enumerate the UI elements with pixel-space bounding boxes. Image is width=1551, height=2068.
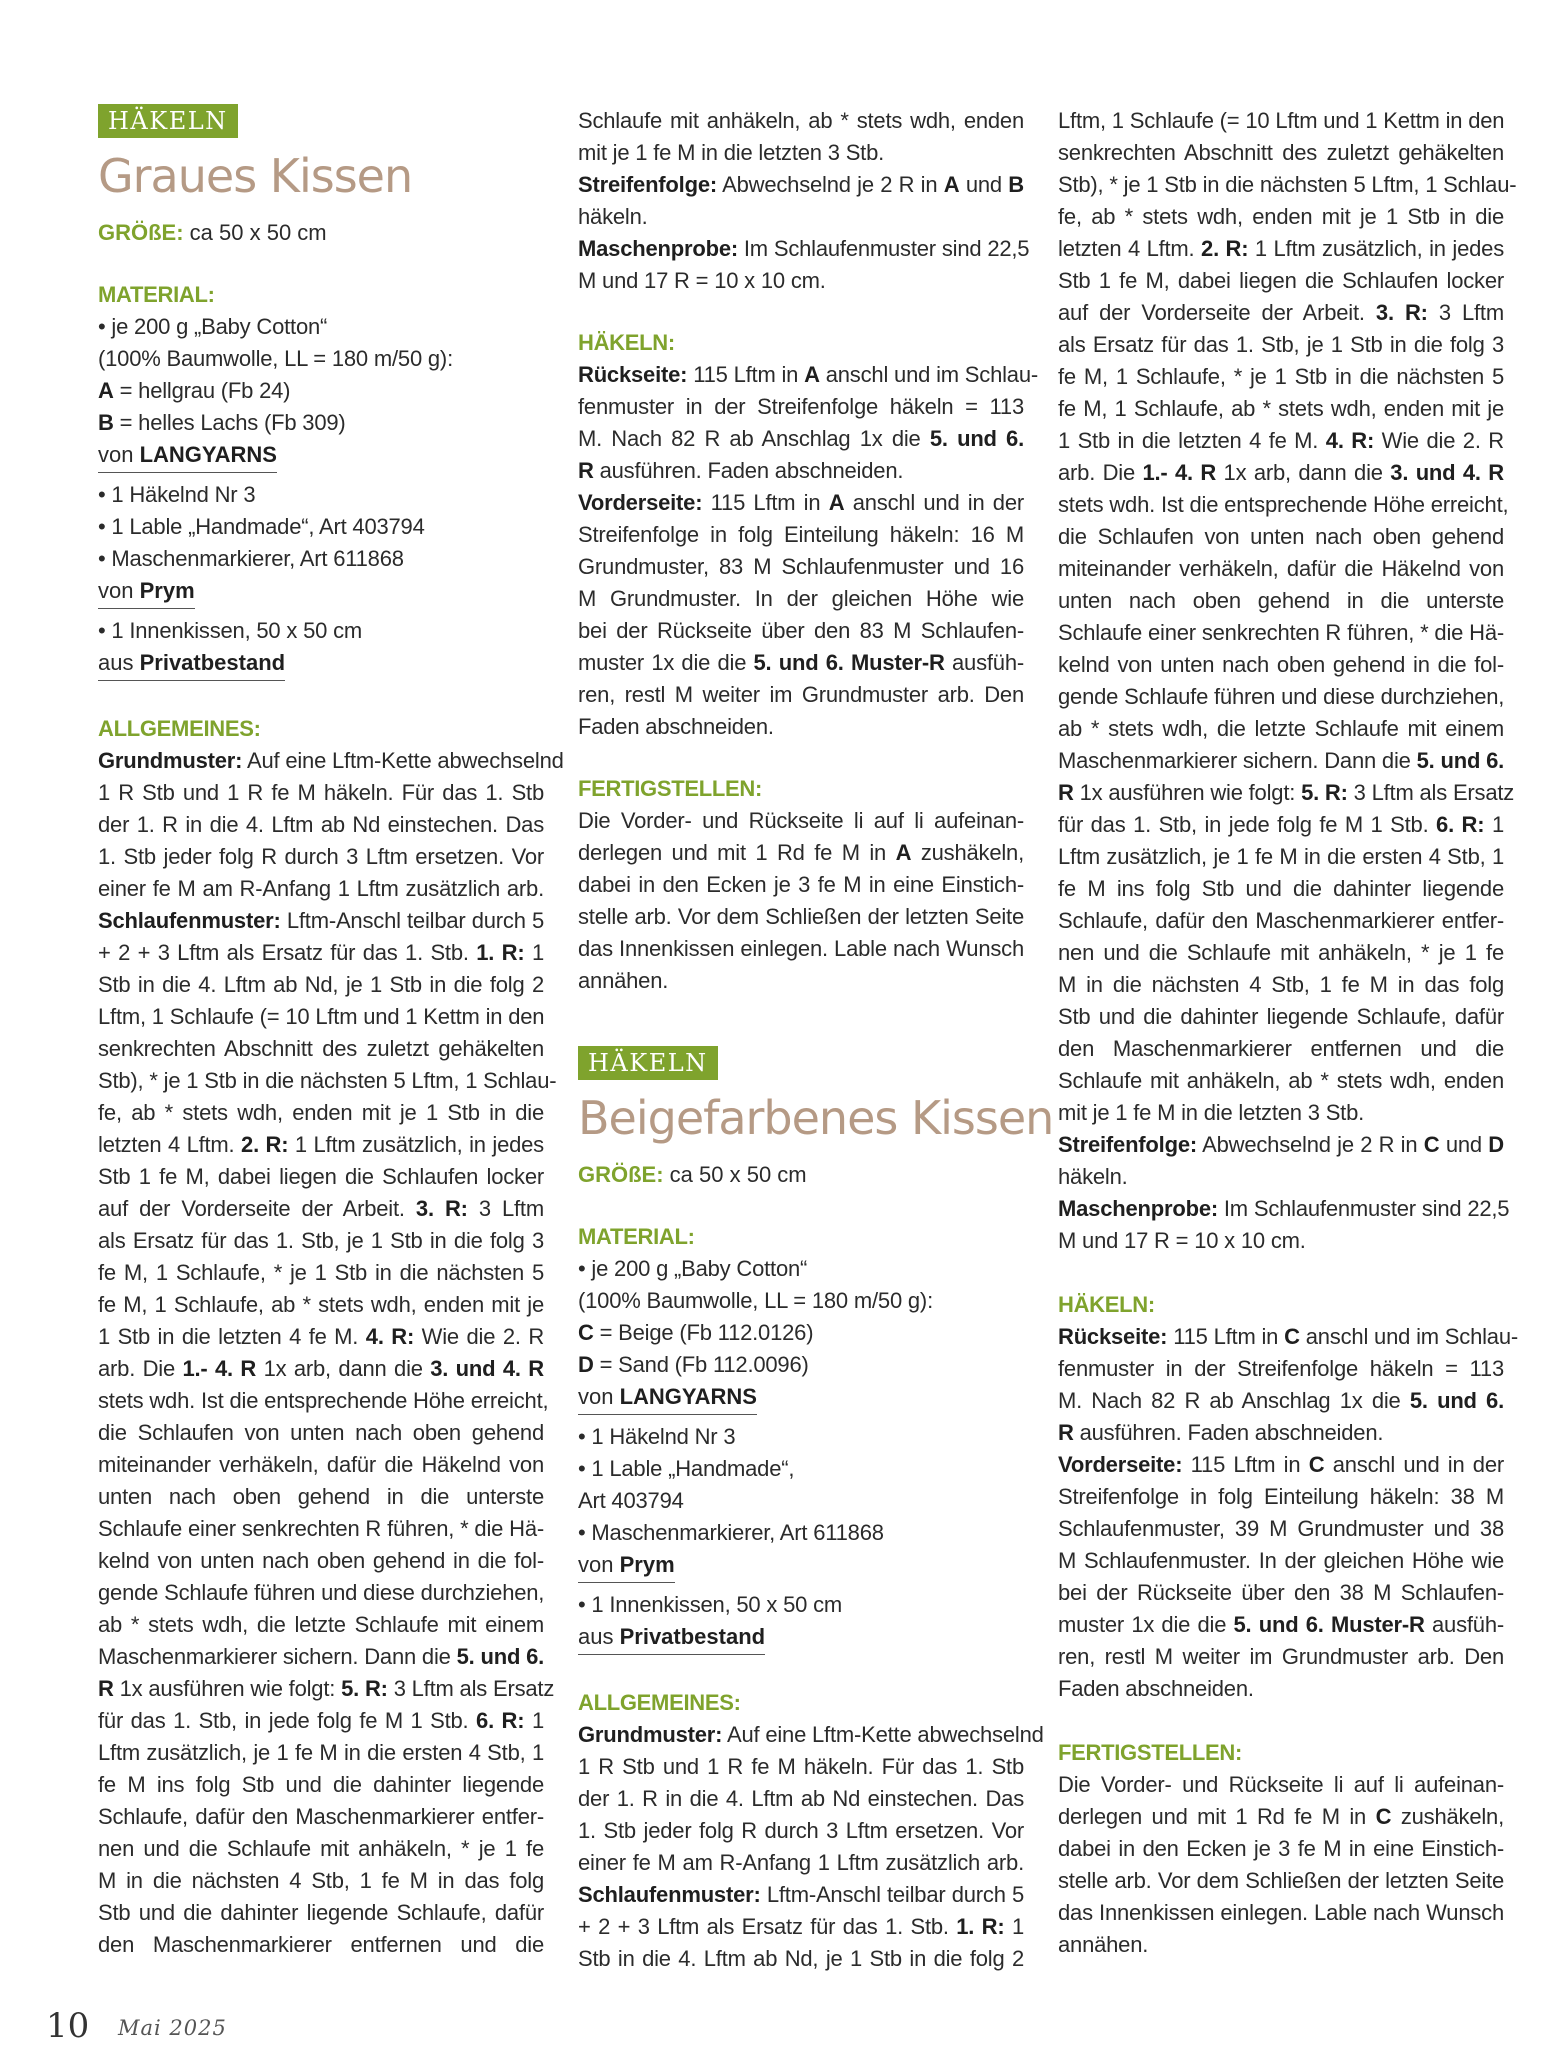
size-label: GRÖßE: [578, 1162, 664, 1187]
text-span: 1 Stb in die letzten 4 fe M. [98, 1324, 359, 1349]
row-label: 3. und 4. R [1390, 460, 1504, 485]
color-key: C [1284, 1324, 1300, 1349]
text-span: Maschenmarkierer sichern. Dann die [1058, 748, 1417, 773]
size-value: ca 50 x 50 cm [663, 1162, 807, 1187]
color-b [98, 408, 544, 438]
text-line [1058, 778, 1515, 808]
text-line: fe M, 1 Schlaufe, ab * stets wdh, enden mit je [98, 1292, 544, 1317]
row-label: 2. R: [1201, 236, 1249, 261]
text-line: unten nach oben gehend in die unterste [98, 1484, 544, 1509]
text-line: ab * stets wdh, die letzte Schlaufe mit einem [1058, 716, 1504, 741]
size-value: ca 50 x 50 cm [183, 220, 327, 245]
row-label: 3. R: [415, 1196, 468, 1221]
text-line: Lftm zusätzlich, je 1 fe M in die ersten 4 Stb, 1 [1058, 844, 1504, 869]
color-desc: = hellgrau (Fb 24) [113, 378, 291, 403]
supplier-brand: Privatbestand [619, 1624, 766, 1649]
text-line: einer fe M am R-Anfang 1 Lftm zusätzlich arb. [98, 876, 544, 901]
text-line: Die Vorder- und Rückseite li auf li aufeinan- [1058, 1772, 1504, 1797]
text-line: fenmuster in der Streifenfolge häkeln = 113 [1058, 1356, 1504, 1381]
pattern-label: Vorderseite: [1058, 1452, 1183, 1477]
text-span: und [959, 172, 1009, 197]
text-line [578, 838, 1024, 868]
text-line [1058, 1802, 1504, 1832]
text-span: 1 Stb in die letzten 4 fe M. [1058, 428, 1326, 453]
supplier-line [98, 648, 285, 681]
text-line [1058, 746, 1504, 776]
text-span: 115 Lftm in [1167, 1324, 1285, 1349]
pattern-label: Schlaufenmuster: [578, 1882, 761, 1907]
text-span: Lftm-Anschl teilbar durch 5 [286, 908, 544, 933]
text-span: muster 1x die die [1058, 1612, 1234, 1637]
text-line: Stb 1 fe M, dabei liegen die Schlaufen locker [98, 1164, 544, 1189]
text-line: M und 17 R = 10 x 10 cm. [1058, 1228, 1306, 1253]
article-title: Graues Kissen [98, 149, 413, 203]
text-line: stets wdh. Ist die entsprechende Höhe erreicht, [1058, 492, 1509, 517]
text-span: Auf eine Lftm-Kette abwechselnd [722, 1722, 1044, 1747]
text-line [98, 1130, 544, 1160]
color-a [98, 376, 544, 406]
row-label: 5. und 6. [1409, 1388, 1505, 1413]
text-line: ren, restl M weiter im Grundmuster arb. Den [1058, 1644, 1504, 1669]
text-line [98, 938, 544, 968]
text-line: gende Schlaufe führen und diese durchziehen, [1058, 684, 1505, 709]
text-line: Stb und die dahinter liegende Schlaufe, dafür [98, 1900, 544, 1925]
text-span: anschl und in der [1324, 1452, 1504, 1477]
text-line: Streifenfolge in folg Einteilung häkeln: 38 M [1058, 1484, 1504, 1509]
row-label: 6. R: [476, 1708, 525, 1733]
text-span: + 2 + 3 Lftm als Ersatz für das 1. Stb. [578, 1914, 957, 1939]
text-line: annähen. [1058, 1932, 1149, 1957]
section-tag: HÄKELN [98, 104, 238, 138]
text-line [98, 1642, 544, 1672]
text-line [578, 1912, 1024, 1942]
finish-heading: FERTIGSTELLEN: [1058, 1740, 1243, 1765]
text-line: fenmuster in der Streifenfolge häkeln = 113 [578, 394, 1024, 419]
text-line: Schlaufe mit anhäkeln, ab * stets wdh, enden [578, 108, 1024, 133]
color-key: A [98, 378, 114, 403]
text-line: gende Schlaufe führen und diese durchziehen, [98, 1580, 545, 1605]
text-line: häkeln. [578, 204, 648, 229]
text-span: 1 [1484, 812, 1504, 837]
text-line: nen und die Schlaufe mit anhäkeln, * je 1 fe [1058, 940, 1504, 965]
text-span: arb. Die [98, 1356, 175, 1381]
text-span: 1 Lftm zusätzlich, in jedes [1248, 236, 1504, 261]
text-line: kelnd von unten nach oben gehend in die fol- [1058, 652, 1504, 677]
row-label: 1.- 4. R [182, 1356, 257, 1381]
text-span: 1x ausführen wie folgt: [1073, 780, 1302, 805]
color-c [578, 1318, 1024, 1348]
text-span: letzten 4 Lftm. [1058, 236, 1202, 261]
text-line: bei der Rückseite über den 83 M Schlaufen- [578, 618, 1024, 643]
color-key: A [828, 490, 845, 515]
color-key: D [578, 1352, 594, 1377]
text-line: fe M ins folg Stb und die dahinter liegende [1058, 876, 1504, 901]
text-line: Stb 1 fe M, dabei liegen die Schlaufen locker [1058, 268, 1504, 293]
row-label: R [578, 458, 594, 483]
color-key: C [1423, 1132, 1440, 1157]
text-line: bei der Rückseite über den 38 M Schlaufen- [1058, 1580, 1504, 1605]
text-line: Stb), * je 1 Stb in die nächsten 5 Lftm, 1 Schlau- [98, 1068, 557, 1093]
text-line: der 1. R in die 4. Lftm ab Nd einstechen. Das [98, 812, 544, 837]
text-line: Schlaufenmuster, 39 M Grundmuster und 38 [1058, 1516, 1504, 1541]
text-line [98, 746, 564, 776]
text-line: das Innenkissen einlegen. Lable nach Wunsch [1058, 1900, 1504, 1925]
supplier-brand: Prym [139, 578, 195, 603]
text-line: mit je 1 fe M in die letzten 3 Stb. [578, 140, 885, 165]
text-span: anschl und in der [844, 490, 1024, 515]
row-label: 1. R: [956, 1914, 1005, 1939]
text-span: 1 Lftm zusätzlich, in jedes [294, 1132, 544, 1157]
color-key: C [578, 1320, 594, 1345]
pattern-label: Grundmuster: [98, 748, 243, 773]
text-line: einer fe M am R-Anfang 1 Lftm zusätzlich arb. [578, 1850, 1024, 1875]
text-line [1058, 458, 1504, 488]
material-item: • je 200 g „Baby Cotton“ [578, 1256, 808, 1281]
text-line: das Innenkissen einlegen. Lable nach Wunsch [578, 936, 1024, 961]
text-line: die Schlaufen von unten nach oben gehend [1058, 524, 1504, 549]
accessory-item: • 1 Lable „Handmade“, [578, 1456, 795, 1481]
text-line [578, 170, 1024, 200]
color-key: D [1488, 1132, 1504, 1157]
pattern-label: Maschenprobe: [1058, 1196, 1218, 1221]
accessory-item: • Maschenmarkierer, Art 611868 [98, 546, 404, 571]
text-line: den Maschenmarkierer entfernen und die [1058, 1036, 1504, 1061]
row-label: 5. und 6. [1416, 748, 1505, 773]
supplier-line [578, 1382, 757, 1415]
text-span: ausführen. Faden abschneiden. [1073, 1420, 1384, 1445]
pattern-label: Streifenfolge: [578, 172, 717, 197]
supplier-prefix: von [98, 578, 140, 603]
text-line: dabei in den Ecken je 3 fe M in eine Einstich- [578, 872, 1024, 897]
color-d [578, 1350, 1024, 1380]
text-span: 3 Lftm [478, 1196, 544, 1221]
text-line [578, 1880, 1024, 1910]
material-heading: MATERIAL: [578, 1224, 695, 1249]
color-desc: = helles Lachs (Fb 309) [113, 410, 346, 435]
color-key: C [1308, 1452, 1325, 1477]
material-detail: (100% Baumwolle, LL = 180 m/50 g): [98, 346, 453, 371]
text-line: Stb in die 4. Lftm ab Nd, je 1 Stb in die folg 2 [578, 1946, 1024, 1971]
material-detail: (100% Baumwolle, LL = 180 m/50 g): [578, 1288, 933, 1313]
text-span: + 2 + 3 Lftm als Ersatz für das 1. Stb. [98, 940, 469, 965]
text-span: und [1439, 1132, 1489, 1157]
text-line [1058, 1130, 1504, 1160]
pattern-label: Vorderseite: [578, 490, 703, 515]
text-line: Schlaufe einer senkrechten R führen, * die Hä- [98, 1516, 544, 1541]
text-line: als Ersatz für das 1. Stb, je 1 Stb in die folg 3 [1058, 332, 1504, 357]
material-heading: MATERIAL: [98, 282, 215, 307]
text-line: der 1. R in die 4. Lftm ab Nd einstechen. Das [578, 1786, 1024, 1811]
text-line [578, 648, 1024, 678]
text-span: für das 1. Stb, in jede folg fe M 1 Stb. [1058, 812, 1437, 837]
size-line [578, 1160, 1024, 1190]
text-span: 115 Lftm in [702, 490, 829, 515]
text-line: senkrechten Abschnitt des zuletzt gehäkelten [98, 1036, 544, 1061]
supplier-prefix: von [578, 1552, 620, 1577]
text-line: fe, ab * stets wdh, enden mit je 1 Stb in die [1058, 204, 1504, 229]
text-line: dabei in den Ecken je 3 fe M in eine Einstich- [1058, 1836, 1504, 1861]
text-line: M Schlaufenmuster. In der gleichen Höhe wie [1058, 1548, 1504, 1573]
text-span: anschl und im Schlau- [1299, 1324, 1518, 1349]
color-key: A [943, 172, 960, 197]
text-line: 1. Stb jeder folg R durch 3 Lftm ersetzen. Vor [98, 844, 544, 869]
supplier-line [578, 1622, 765, 1655]
text-line: stelle arb. Vor dem Schließen der letzten Seite [578, 904, 1024, 929]
text-line [1058, 1322, 1518, 1352]
text-span: auf der Vorderseite der Arbeit. [1058, 300, 1376, 325]
pattern-label: Rückseite: [578, 362, 688, 387]
text-span: derlegen und mit 1 Rd fe M in [1058, 1804, 1376, 1829]
text-line [1058, 298, 1504, 328]
text-line: Die Vorder- und Rückseite li auf li aufeinan- [578, 808, 1024, 833]
section-tag: HÄKELN [578, 1046, 718, 1080]
text-span: 115 Lftm in [1182, 1452, 1309, 1477]
general-heading: ALLGEMEINES: [578, 1690, 741, 1715]
color-desc: = Sand (Fb 112.0096) [593, 1352, 809, 1377]
color-key: C [1375, 1804, 1392, 1829]
text-line: senkrechten Abschnitt des zuletzt gehäkelten [1058, 140, 1504, 165]
text-line: Grundmuster, 83 M Schlaufenmuster und 16 [578, 554, 1024, 579]
color-key: A [895, 840, 912, 865]
supplier-brand: LANGYARNS [139, 442, 277, 467]
text-line [98, 1322, 544, 1352]
text-span: derlegen und mit 1 Rd fe M in [578, 840, 896, 865]
row-label: 1. R: [476, 940, 525, 965]
accessory-item: • 1 Häkelnd Nr 3 [578, 1424, 736, 1449]
text-line: fe M, 1 Schlaufe, * je 1 Stb in die nächsten 5 [98, 1260, 544, 1285]
text-line [1058, 810, 1504, 840]
text-line: Faden abschneiden. [1058, 1676, 1254, 1701]
text-line: Schlaufe, dafür den Maschenmarkierer entfer- [98, 1804, 544, 1829]
text-line: 1 R Stb und 1 R fe M häkeln. Für das 1. Stb [578, 1754, 1024, 1779]
supplier-line [578, 1550, 675, 1583]
row-label: 4. R: [365, 1324, 415, 1349]
pattern-label: Schlaufenmuster: [98, 908, 281, 933]
supplier-brand: Prym [619, 1552, 675, 1577]
color-key: B [98, 410, 114, 435]
pattern-label: Streifenfolge: [1058, 1132, 1197, 1157]
text-line: fe M ins folg Stb und die dahinter liegende [98, 1772, 544, 1797]
accessory-item: • 1 Häkelnd Nr 3 [98, 482, 256, 507]
color-key: A [804, 362, 820, 387]
text-line: den Maschenmarkierer entfernen und die [98, 1932, 544, 1957]
text-line: Lftm zusätzlich, je 1 fe M in die ersten 4 Stb, 1 [98, 1740, 544, 1765]
accessory-item: • 1 Innenkissen, 50 x 50 cm [578, 1592, 843, 1617]
text-line [98, 1194, 544, 1224]
text-line [98, 1674, 555, 1704]
row-label: R [98, 1676, 114, 1701]
page-number: 10 [46, 2006, 90, 2046]
supplier-brand: LANGYARNS [619, 1384, 757, 1409]
text-line [1058, 426, 1504, 456]
text-line [578, 234, 1030, 264]
text-span: 1 [531, 1708, 544, 1733]
text-line [1058, 1450, 1504, 1480]
pattern-label: Rückseite: [1058, 1324, 1168, 1349]
text-span: M. Nach 82 R ab Anschlag 1x die [1058, 1388, 1410, 1413]
text-line: Lftm, 1 Schlaufe (= 10 Lftm und 1 Kettm in den [98, 1004, 545, 1029]
text-line: häkeln. [1058, 1164, 1128, 1189]
text-line: miteinander verhäkeln, dafür die Häkelnd von [1058, 556, 1504, 581]
text-line: unten nach oben gehend in die unterste [1058, 588, 1504, 613]
text-span: Wie die 2. R [1374, 428, 1504, 453]
text-span: Maschenmarkierer sichern. Dann die [98, 1644, 451, 1669]
text-span: zushäkeln, [1391, 1804, 1504, 1829]
text-span: arb. Die [1058, 460, 1143, 485]
row-label: 3. R: [1375, 300, 1428, 325]
text-line: Schlaufe, dafür den Maschenmarkierer entfer- [1058, 908, 1504, 933]
text-line [578, 424, 1024, 454]
supplier-prefix: von [578, 1384, 620, 1409]
text-line: 1 R Stb und 1 R fe M häkeln. Für das 1. Stb [98, 780, 544, 805]
issue-date: Mai 2025 [118, 2016, 227, 2040]
text-line: Streifenfolge in folg Einteilung häkeln: 16 M [578, 522, 1024, 547]
material-item: • je 200 g „Baby Cotton“ [98, 314, 328, 339]
text-span: ausführen. Faden abschneiden. [593, 458, 904, 483]
text-line [98, 1706, 544, 1736]
row-label: 3. und 4. R [430, 1356, 544, 1381]
row-label: 4. R: [1325, 428, 1375, 453]
text-line [578, 1720, 1044, 1750]
pattern-label: Grundmuster: [578, 1722, 723, 1747]
row-label: R [1058, 780, 1074, 805]
text-line [578, 488, 1024, 518]
text-line: die Schlaufen von unten nach oben gehend [98, 1420, 544, 1445]
general-heading: ALLGEMEINES: [98, 716, 261, 741]
text-span: auf der Vorderseite der Arbeit. [98, 1196, 405, 1221]
text-line: fe, ab * stets wdh, enden mit je 1 Stb in die [98, 1100, 544, 1125]
text-line: nen und die Schlaufe mit anhäkeln, * je 1 fe [98, 1836, 544, 1861]
row-label: R [1058, 1420, 1074, 1445]
text-span: anschl und im Schlau- [819, 362, 1038, 387]
text-line [578, 360, 1038, 390]
row-label: 5. und 6. Muster-R [753, 650, 945, 675]
row-label: 5. und 6. [456, 1644, 545, 1669]
row-label: 5. R: [341, 1676, 388, 1701]
text-span: Abwechselnd je 2 R in [1197, 1132, 1424, 1157]
row-label: 6. R: [1436, 812, 1485, 837]
finish-heading: FERTIGSTELLEN: [578, 776, 763, 801]
article-title: Beigefarbenes Kissen [578, 1091, 1054, 1145]
text-line [1058, 1610, 1504, 1640]
text-line [578, 456, 1024, 486]
text-span: Auf eine Lftm-Kette abwechselnd [246, 748, 564, 773]
text-line: Schlaufe mit anhäkeln, ab * stets wdh, enden [1058, 1068, 1504, 1093]
accessory-item: • Maschenmarkierer, Art 611868 [578, 1520, 884, 1545]
text-span: 3 Lftm [1427, 300, 1504, 325]
text-line: M in die nächsten 4 Stb, 1 fe M in das folg [1058, 972, 1504, 997]
text-line: Lftm, 1 Schlaufe (= 10 Lftm und 1 Kettm in den [1058, 108, 1505, 133]
text-span: muster 1x die die [578, 650, 754, 675]
text-span: 3 Lftm als Ersatz [393, 1676, 555, 1701]
text-line: Schlaufe einer senkrechten R führen, * die Hä- [1058, 620, 1504, 645]
text-span: Im Schlaufenmuster sind 22,5 [1217, 1196, 1510, 1221]
text-span: 1x arb, dann die [263, 1356, 423, 1381]
accessory-item: Art 403794 [578, 1488, 684, 1513]
color-key: B [1008, 172, 1024, 197]
row-label: 5. und 6. [929, 426, 1025, 451]
supplier-prefix: aus [578, 1624, 620, 1649]
text-span: zushäkeln, [911, 840, 1024, 865]
size-label: GRÖßE: [98, 220, 184, 245]
text-span: letzten 4 Lftm. [98, 1132, 235, 1157]
text-span: 115 Lftm in [687, 362, 805, 387]
text-line: annähen. [578, 968, 669, 993]
size-line [98, 218, 544, 248]
text-span: Lftm-Anschl teilbar durch 5 [760, 1882, 1024, 1907]
text-line: stelle arb. Vor dem Schließen der letzten Seite [1058, 1868, 1504, 1893]
text-line: Faden abschneiden. [578, 714, 774, 739]
text-span: 1 [1004, 1914, 1024, 1939]
text-line: ab * stets wdh, die letzte Schlaufe mit einem [98, 1612, 544, 1637]
pattern-label: Maschenprobe: [578, 236, 738, 261]
supplier-prefix: von [98, 442, 140, 467]
text-line [1058, 234, 1504, 264]
color-desc: = Beige (Fb 112.0126) [593, 1320, 814, 1345]
text-span: 1x arb, dann die [1216, 460, 1391, 485]
text-span: ausfüh- [944, 650, 1024, 675]
text-line [1058, 1194, 1510, 1224]
text-line: Stb), * je 1 Stb in die nächsten 5 Lftm, 1 Schlau- [1058, 172, 1517, 197]
text-line: Stb und die dahinter liegende Schlaufe, dafür [1058, 1004, 1504, 1029]
haekeln-heading: HÄKELN: [1058, 1292, 1155, 1317]
accessory-item: • 1 Lable „Handmade“, Art 403794 [98, 514, 425, 539]
text-line: M in die nächsten 4 Stb, 1 fe M in das folg [98, 1868, 544, 1893]
text-span: 3 Lftm als Ersatz [1347, 780, 1515, 805]
text-span: Im Schlaufenmuster sind 22,5 [737, 236, 1030, 261]
supplier-line [98, 576, 195, 609]
text-line: ren, restl M weiter im Grundmuster arb. Den [578, 682, 1024, 707]
text-line: fe M, 1 Schlaufe, * je 1 Stb in die nächsten 5 [1058, 364, 1504, 389]
row-label: 1.- 4. R [1142, 460, 1217, 485]
row-label: 5. und 6. Muster-R [1233, 1612, 1425, 1637]
haekeln-heading: HÄKELN: [578, 330, 675, 355]
text-span: 1x ausführen wie folgt: [119, 1676, 336, 1701]
text-line: M Grundmuster. In der gleichen Höhe wie [578, 586, 1024, 611]
text-span: 1 [531, 940, 544, 965]
text-line: 1. Stb jeder folg R durch 3 Lftm ersetzen. Vor [578, 1818, 1024, 1843]
text-line [1058, 1418, 1504, 1448]
text-span: Wie die 2. R [421, 1324, 545, 1349]
row-label: 2. R: [241, 1132, 289, 1157]
text-line: miteinander verhäkeln, dafür die Häkelnd von [98, 1452, 544, 1477]
text-line: M und 17 R = 10 x 10 cm. [578, 268, 826, 293]
supplier-prefix: aus [98, 650, 140, 675]
text-line [1058, 1386, 1504, 1416]
text-span: M. Nach 82 R ab Anschlag 1x die [578, 426, 930, 451]
text-span: Abwechselnd je 2 R in [717, 172, 944, 197]
text-line: Stb in die 4. Lftm ab Nd, je 1 Stb in die folg 2 [98, 972, 544, 997]
supplier-brand: Privatbestand [139, 650, 286, 675]
text-line [98, 1354, 544, 1384]
text-span: für das 1. Stb, in jede folg fe M 1 Stb. [98, 1708, 469, 1733]
accessory-item: • 1 Innenkissen, 50 x 50 cm [98, 618, 363, 643]
text-span: ausfüh- [1424, 1612, 1504, 1637]
text-line: als Ersatz für das 1. Stb, je 1 Stb in die folg 3 [98, 1228, 544, 1253]
row-label: 5. R: [1301, 780, 1348, 805]
text-line: fe M, 1 Schlaufe, ab * stets wdh, enden mit je [1058, 396, 1504, 421]
supplier-line [98, 440, 277, 473]
text-line [98, 906, 544, 936]
text-line: stets wdh. Ist die entsprechende Höhe erreicht, [98, 1388, 549, 1413]
text-line: kelnd von unten nach oben gehend in die fol- [98, 1548, 544, 1573]
text-line: mit je 1 fe M in die letzten 3 Stb. [1058, 1100, 1365, 1125]
